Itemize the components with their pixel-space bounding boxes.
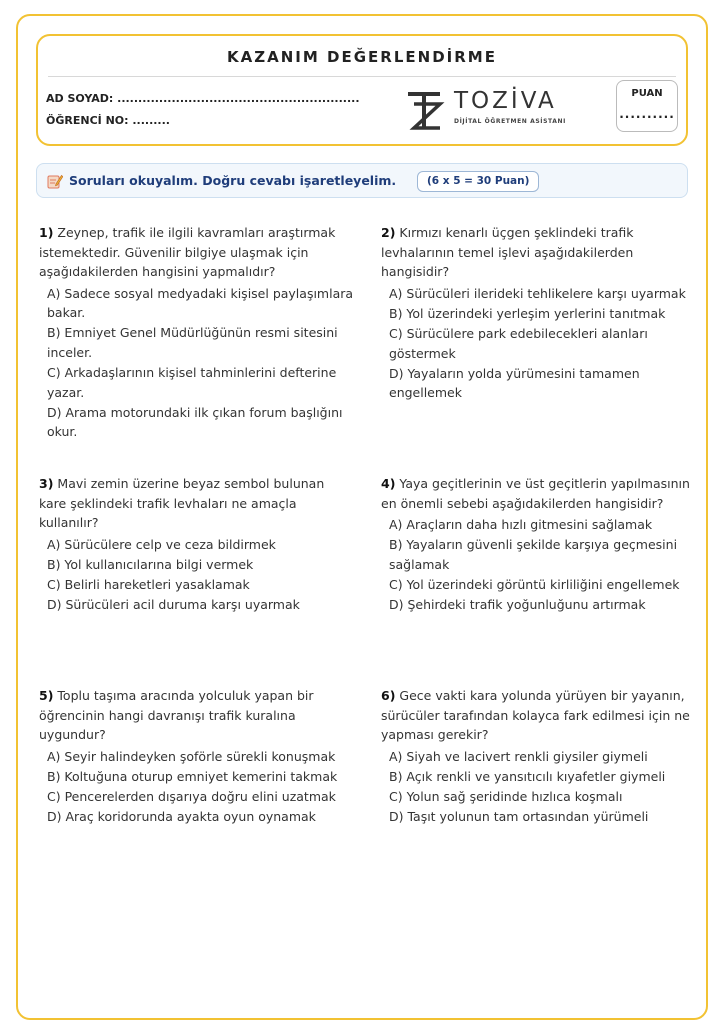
option-d[interactable]: D) Şehirdeki trafik yoğunluğunu artırmak <box>389 597 646 613</box>
option-d[interactable]: D) Arama motorundaki ilk çıkan forum başlığını okur. <box>47 404 343 440</box>
header-box <box>36 34 688 146</box>
option-d[interactable]: D) Yayaların yolda yürümesini tamamen engellemek <box>389 365 640 401</box>
question-number: 2) <box>381 225 396 240</box>
student-number-field[interactable]: ÖĞRENCİ NO: ......... <box>46 114 170 127</box>
option-c[interactable]: C) Yol üzerindeki görüntü kirliliğini engellemek <box>389 576 680 592</box>
student-name-field[interactable]: AD SOYAD: .......................................................... <box>46 92 360 105</box>
option-b[interactable]: B) Yol kullanıcılarına bilgi vermek <box>47 556 254 572</box>
option-b[interactable]: B) Emniyet Genel Müdürlüğünün resmi sitesini inceler. <box>47 325 338 361</box>
question-number: 4) <box>381 476 396 491</box>
question-2 <box>381 223 696 403</box>
option-c[interactable]: C) Belirli hareketleri yasaklamak <box>47 576 250 592</box>
question-stem: Toplu taşıma aracında yolculuk yapan bir öğrencinin hangi davranışı trafik kuralına uygundur? <box>39 688 314 743</box>
score-label: PUAN <box>631 88 663 99</box>
question-1 <box>39 223 354 442</box>
option-c[interactable]: C) Sürücülere park edebilecekleri alanları göstermek <box>389 325 648 361</box>
score-box <box>616 80 678 132</box>
option-b[interactable]: B) Yayaların güvenli şekilde karşıya geçmesini sağlamak <box>389 537 678 572</box>
option-a[interactable]: A) Sürücüleri ilerideki tehlikelere karşı uyarmak <box>389 285 686 301</box>
logo-subtitle: DİJİTAL ÖĞRETMEN ASİSTANI <box>454 118 566 125</box>
logo-wordmark: TOZİVA <box>454 88 557 114</box>
question-4 <box>381 474 696 615</box>
option-a[interactable]: A) Araçların daha hızlı gitmesini sağlamak <box>389 517 653 533</box>
question-number: 6) <box>381 688 396 703</box>
question-stem: Kırmızı kenarlı üçgen şeklindeki trafik levhalarının temel işlevi aşağıdakilerden hangisidir? <box>381 225 634 280</box>
pencil-note-icon <box>47 173 63 189</box>
score-field[interactable]: .......... <box>619 107 675 121</box>
page-title: KAZANIM DEĞERLENDİRME <box>227 48 497 66</box>
instruction-bar <box>36 163 688 198</box>
instruction-text: Soruları okuyalım. Doğru cevabı işaretleyelim. <box>69 173 397 188</box>
option-a[interactable]: A) Siyah ve lacivert renkli giysiler giymeli <box>389 748 648 764</box>
option-c[interactable]: C) Arkadaşlarının kişisel tahminlerini defterine yazar. <box>47 365 337 400</box>
option-d[interactable]: D) Taşıt yolunun tam ortasından yürümeli <box>389 809 649 825</box>
option-d[interactable]: D) Araç koridorunda ayakta oyun oynamak <box>47 809 316 825</box>
option-d[interactable]: D) Sürücüleri acil duruma karşı uyarmak <box>47 597 300 613</box>
question-5 <box>39 686 354 827</box>
points-badge: (6 x 5 = 30 Puan) <box>417 171 539 192</box>
question-stem: Mavi zemin üzerine beyaz sembol bulunan kare şeklindeki trafik levhaları ne amaçla kullanılır? <box>39 476 325 531</box>
option-b[interactable]: B) Yol üzerindeki yerleşim yerlerini tanıtmak <box>389 305 666 321</box>
question-stem: Zeynep, trafik ile ilgili kavramları araştırmak istemektedir. Güvenilir bilgiye ulaşmak için aşağıdakilerden hangisini yapmalıdır? <box>39 225 336 280</box>
question-stem: Gece vakti kara yolunda yürüyen bir yayanın, sürücüler tarafından kolayca fark edilmesi için ne yapması gerekir? <box>381 688 690 743</box>
toziva-logo-mark-icon <box>406 88 446 132</box>
toziva-logo <box>406 88 566 134</box>
option-a[interactable]: A) Sadece sosyal medyadaki kişisel paylaşımlara bakar. <box>47 285 354 321</box>
option-b[interactable]: B) Açık renkli ve yansıtıcılı kıyafetler giymeli <box>389 768 666 784</box>
option-c[interactable]: C) Pencerelerden dışarıya doğru elini uzatmak <box>47 788 336 804</box>
option-a[interactable]: A) Seyir halindeyken şoförle sürekli konuşmak <box>47 748 336 764</box>
question-number: 3) <box>39 476 54 491</box>
header-divider <box>48 76 676 77</box>
option-c[interactable]: C) Yolun sağ şeridinde hızlıca koşmalı <box>389 788 623 804</box>
question-6 <box>381 686 696 827</box>
question-number: 5) <box>39 688 54 703</box>
question-stem: Yaya geçitlerinin ve üst geçitlerin yapılmasının en önemli sebebi aşağıdakilerden hangisidir? <box>381 476 690 511</box>
question-3 <box>39 474 354 615</box>
question-number: 1) <box>39 225 54 240</box>
option-a[interactable]: A) Sürücülere celp ve ceza bildirmek <box>47 536 276 552</box>
option-b[interactable]: B) Koltuğuna oturup emniyet kemerini takmak <box>47 768 338 784</box>
